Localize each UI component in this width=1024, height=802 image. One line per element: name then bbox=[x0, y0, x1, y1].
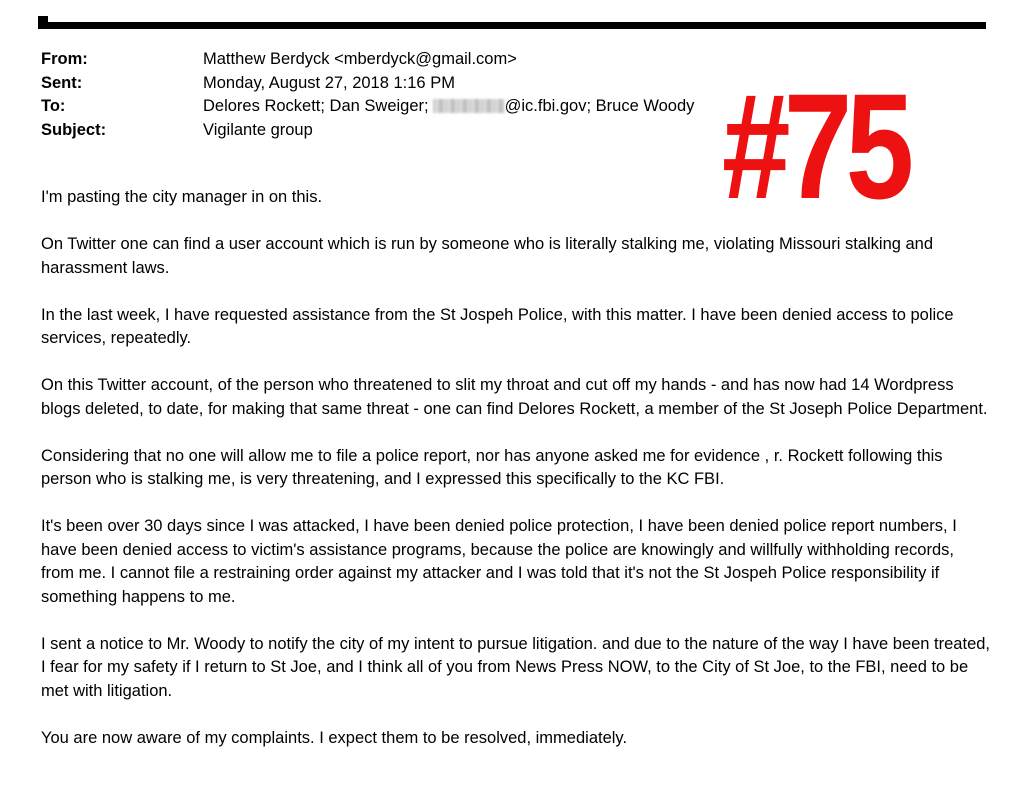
top-divider-notch bbox=[38, 16, 48, 22]
from-label: From: bbox=[41, 50, 88, 68]
email-body bbox=[41, 186, 991, 774]
to-label: To: bbox=[41, 97, 66, 115]
sent-value: Monday, August 27, 2018 1:16 PM bbox=[203, 73, 455, 92]
body-paragraph: I sent a notice to Mr. Woody to notify the city of my intent to pursue litigation. and due to the nature of the way I have been treated, I fear for my safety if I return to St Joe, and I think all of you from News Press NOW, to the City of St Joe, to the FBI, need to be met with litigation. bbox=[41, 634, 991, 700]
redacted-address bbox=[433, 99, 505, 113]
body-paragraph: In the last week, I have requested assistance from the St Jospeh Police, with this matter. I have been denied access to police services, repeatedly. bbox=[41, 305, 954, 347]
sent-row bbox=[41, 72, 694, 96]
body-paragraph: You are now aware of my complaints. I expect them to be resolved, immediately. bbox=[41, 728, 628, 747]
from-value: Matthew Berdyck <mberdyck@gmail.com> bbox=[203, 50, 517, 68]
top-divider bbox=[38, 22, 986, 29]
subject-row bbox=[41, 119, 694, 143]
to-value-domain: @ic.fbi.gov; Bruce Woody bbox=[504, 97, 695, 115]
subject-value: Vigilante group bbox=[203, 120, 313, 139]
body-paragraph: It's been over 30 days since I was attacked, I have been denied police protection, I have been denied police report numbers, I have been denied access to victim's assistance programs, because the police are knowingly and willfully withholding records, from me. I cannot file a restraining order against my attacker and I was told that it's not the St Jospeh Police responsibility if something happens to me. bbox=[41, 517, 957, 606]
body-paragraph: On this Twitter account, of the person who threatened to slit my throat and cut off my hands - and has now had 14 Wordpress blogs deleted, to date, for making that same threat - one can find Delores Rockett, a member of the St Joseph Police Department. bbox=[41, 376, 988, 418]
to-value-recipients: Delores Rockett; Dan Sweiger; bbox=[203, 97, 429, 115]
body-paragraph: Considering that no one will allow me to file a police report, nor has anyone asked me for evidence , r. Rockett following this person who is stalking me, is very threatening, and I expressed this specifically to the KC FBI. bbox=[41, 446, 943, 488]
body-paragraph: On Twitter one can find a user account which is run by someone who is literally stalking me, violating Missouri stalking and harassment laws. bbox=[41, 235, 934, 277]
number-stamp: #75 bbox=[722, 62, 908, 230]
email-header bbox=[41, 48, 694, 142]
from-row bbox=[41, 48, 694, 72]
to-row bbox=[41, 95, 694, 119]
to-value bbox=[203, 95, 694, 119]
subject-label: Subject: bbox=[41, 120, 107, 139]
sent-label: Sent: bbox=[41, 73, 83, 92]
body-paragraph: I'm pasting the city manager in on this. bbox=[41, 188, 323, 206]
